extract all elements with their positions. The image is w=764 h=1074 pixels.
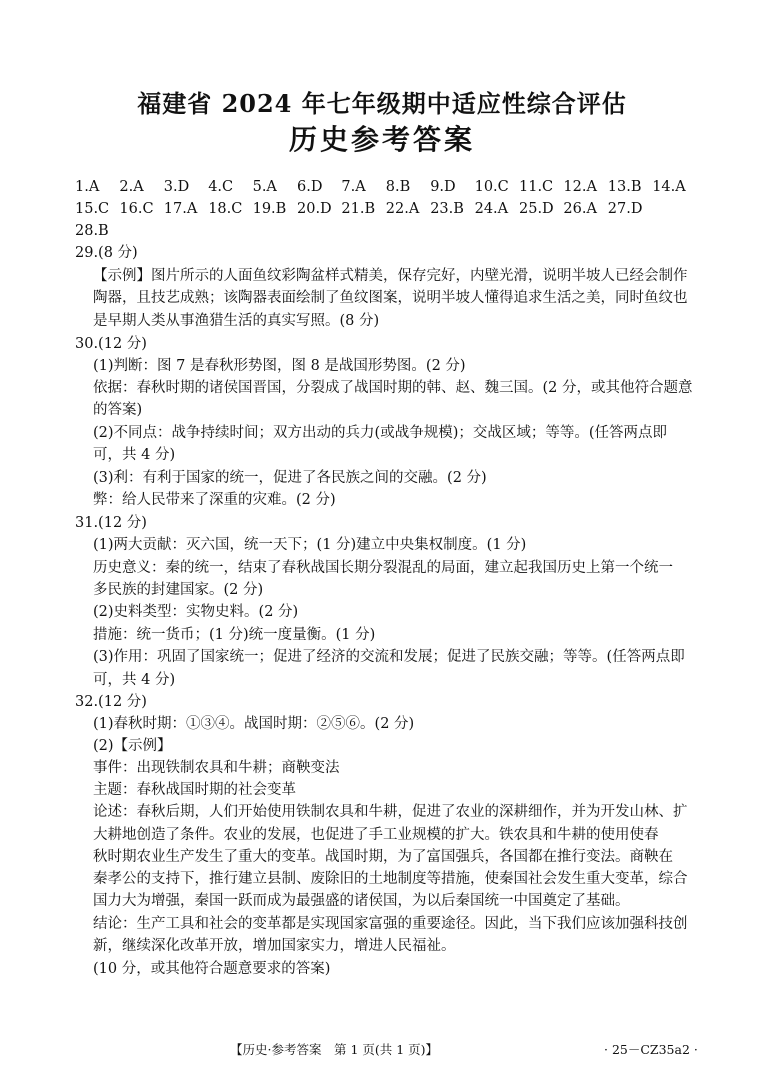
answer-line: (10 分，或其他符合题意要求的答案) xyxy=(93,961,331,977)
answer-line: 主题：春秋战国时期的社会变革 xyxy=(93,782,296,798)
answer-item: 15.C xyxy=(75,201,110,217)
answer-item: 6.D xyxy=(297,179,323,195)
answer-line: 结论：生产工具和社会的变革都是实现国家富强的重要途径。因此，当下我们应该加强科技创 xyxy=(93,916,688,932)
answer-item: 20.D xyxy=(297,201,332,217)
answer-item: 7.A xyxy=(341,179,366,195)
answer-item: 18.C xyxy=(208,201,243,217)
answer-item: 26.A xyxy=(563,201,597,217)
answer-line: 多民族的封建国家。(2 分) xyxy=(93,582,264,598)
answer-item: 4.C xyxy=(208,179,234,195)
answer-line: 可，共 4 分) xyxy=(93,447,176,463)
answer-line: 是早期人类从事渔猎生活的真实写照。(8 分) xyxy=(93,313,380,329)
answer-item: 28.B xyxy=(75,223,109,239)
answer-item: 25.D xyxy=(519,201,554,217)
answer-line: 事件：出现铁制农具和牛耕；商鞅变法 xyxy=(93,760,340,776)
answer-line: 的答案) xyxy=(93,402,143,418)
question-heading: 30.(12 分) xyxy=(75,336,147,352)
answer-item: 22.A xyxy=(385,201,420,217)
answer-item: 19.B xyxy=(252,201,287,217)
answer-item: 12.A xyxy=(563,179,597,195)
answer-item: 16.C xyxy=(119,201,154,217)
answer-line: 论述：春秋后期，人们开始使用铁制农具和牛耕，促进了农业的深耕细作，并为开发山林、扩 xyxy=(93,804,688,820)
answer-item: 11.C xyxy=(519,179,554,195)
answer-line: 历史意义：秦的统一，结束了春秋战国长期分裂混乱的局面，建立起我国历史上第一个统一 xyxy=(93,560,673,576)
answer-item: 27.D xyxy=(607,201,643,217)
answer-item: 17.A xyxy=(163,201,198,217)
answer-line: (1)春秋时期：①③④。战国时期：②⑤⑥。(2 分) xyxy=(93,716,415,732)
answer-line: 秋时期农业生产发生了重大的变革。战国时期，为了富国强兵，各国都在推行变法。商鞅在 xyxy=(93,849,673,865)
answer-line: 措施：统一货币；(1 分)统一度量衡。(1 分) xyxy=(93,627,376,643)
answer-line: 秦孝公的支持下，推行建立县制、废除旧的土地制度等措施，使秦国社会发生重大变革，综合 xyxy=(93,871,688,887)
answer-item: 2.A xyxy=(119,179,144,195)
answer-line: 可，共 4 分) xyxy=(93,672,176,688)
answer-item: 8.B xyxy=(385,179,411,195)
document-title: 福建省 2024 年七年级期中适应性综合评估 xyxy=(137,89,627,118)
question-heading: 29.(8 分) xyxy=(75,245,138,261)
answer-item: 1.A xyxy=(75,179,100,195)
answer-line: (1)判断：图 7 是春秋形势图，图 8 是战国形势图。(2 分) xyxy=(93,358,466,374)
answer-line: 依据：春秋时期的诸侯国晋国，分裂成了战国时期的韩、赵、魏三国。(2 分，或其他符合题意 xyxy=(93,380,693,396)
answer-item: 24.A xyxy=(474,201,509,217)
answer-line: 弊：给人民带来了深重的灾难。(2 分) xyxy=(93,492,336,508)
answer-item: 23.B xyxy=(430,201,464,217)
answer-line: (3)作用：巩固了国家统一；促进了经济的交流和发展；促进了民族交融；等等。(任答两点即 xyxy=(93,649,685,665)
answer-item: 5.A xyxy=(252,179,277,195)
answer-item: 10.C xyxy=(474,179,509,195)
question-heading: 32.(12 分) xyxy=(75,694,147,710)
answer-line: 新，继续深化改革开放，增加国家实力，增进人民福祉。 xyxy=(93,938,456,954)
answer-item: 13.B xyxy=(607,179,642,195)
answer-line: (2)史料类型：实物史料。(2 分) xyxy=(93,604,299,620)
answer-line: 陶器，且技艺成熟；该陶器表面绘制了鱼纹图案，说明半坡人懂得追求生活之美，同时鱼纹也 xyxy=(93,290,688,306)
document-subtitle: 历史参考答案 xyxy=(288,123,475,156)
answer-item: 14.A xyxy=(652,179,686,195)
answer-line: (2)不同点：战争持续时间；双方出动的兵力(或战争规模)；交战区域；等等。(任答两点即 xyxy=(93,425,668,441)
page-code: · 25－CZ35a2 · xyxy=(604,1042,698,1057)
answer-line: 国力大为增强，秦国一跃而成为最强盛的诸侯国，为以后秦国统一中国奠定了基础。 xyxy=(93,893,630,909)
answer-line: 【示例】图片所示的人面鱼纹彩陶盆样式精美，保存完好，内壁光滑，说明半坡人已经会制作 xyxy=(93,268,688,284)
answer-line: (1)两大贡献：灭六国，统一天下；(1 分)建立中央集权制度。(1 分) xyxy=(93,537,527,553)
answer-line: 大耕地创造了条件。农业的发展，也促进了手工业规模的扩大。铁农具和牛耕的使用使春 xyxy=(93,827,659,843)
answer-item: 21.B xyxy=(341,201,376,217)
answer-item: 9.D xyxy=(430,179,456,195)
answer-line: (3)利：有利于国家的统一，促进了各民族之间的交融。(2 分) xyxy=(93,470,487,486)
question-heading: 31.(12 分) xyxy=(75,515,147,531)
answer-item: 3.D xyxy=(163,179,190,195)
page-footer: 【历史·参考答案 第 1 页(共 1 页)】 xyxy=(230,1042,439,1057)
answer-line: (2)【示例】 xyxy=(93,738,172,754)
